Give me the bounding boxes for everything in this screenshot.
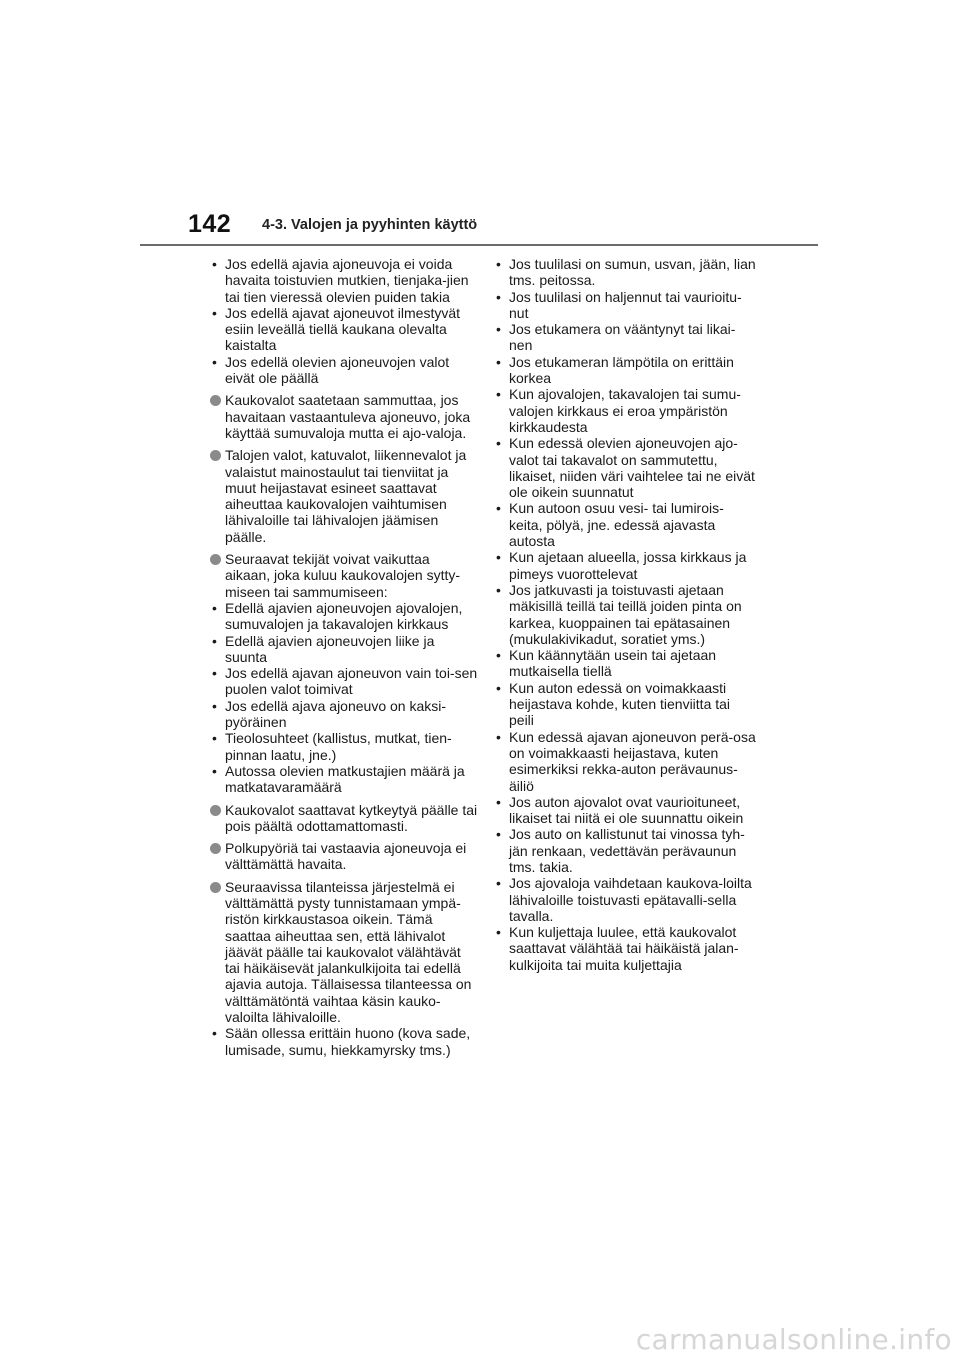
bullet-dot-icon [210,843,221,854]
list-item: • Edellä ajavien ajoneuvojen liike ja suunta [210,633,478,666]
paragraph-text: Polkupyöriä tai vastaavia ajoneuvoja ei välttämättä havaita. [225,840,467,873]
bullet-dot-icon [210,805,221,816]
paragraph-text: Kaukovalot saatetaan sammuttaa, jos havaitaan vastaantuleva ajoneuvo, joka käyttää sumuvaloja mutta ei ajo-valoja. [225,392,471,441]
paragraph-reflective-objects [210,447,478,545]
list-item: • Kun ajetaan alueella, jossa kirkkaus ja pimeys vuorottelevat [494,549,756,582]
list-item: • Jos edellä olevien ajoneuvojen valot eivät ole päällä [210,354,478,387]
paragraph-text: Seuraavissa tilanteissa järjestelmä ei välttämättä pysty tunnistamaan ympä-ristön kirkkaustasoa oikein. Tämä saattaa aiheuttaa sen, että lähivalot jäävät päälle tai kaukovalot välähtävät tai häikäisevät jalankulkijoita tai edellä ajavia autoja. Tällaisessa tilanteessa on välttämätöntä vaihtaa käsin kauko-valoilta lähivaloille. [225,878,472,1026]
intro-bullet-list [210,256,478,386]
paragraph-high-beam-fog-lights [210,392,478,441]
page-number: 142 [188,210,232,238]
header-divider [140,244,818,246]
list-item: • Jos edellä ajavan ajoneuvon vain toi-sen puolen valot toimivat [210,665,478,698]
list-item: • Jos etukamera on vääntynyt tai likai-nen [494,321,756,354]
list-item: • Jos edellä ajavat ajoneuvot ilmestyvät esiin leveällä tiellä kaukana olevalta kaistalta [210,305,478,354]
timing-factors-list [210,600,478,796]
list-item: • Jos jatkuvasti ja toistuvasti ajetaan mäkisillä teillä tai teillä joiden pinta on karkea, kuoppainen tai epätasainen (mukulakivikadut, soratiet yms.) [494,582,756,647]
site-watermark: carmanualsonline.info [635,1323,952,1356]
list-item: • Kun kuljettaja luulee, että kaukovalot saattavat välähtää tai häikäistä jalan-kulkijoita tai muita kuljettajia [494,924,756,973]
list-item: • Jos edellä ajavia ajoneuvoja ei voida havaita toistuvien mutkien, tienjaka-jien tai tien vieressä olevien puiden takia [210,256,478,305]
bullet-dot-icon [210,554,221,565]
list-item: • Jos auton ajovalot ovat vaurioituneet, likaiset tai niitä ei ole suunnattu oikein [494,794,756,827]
left-column [210,256,478,1058]
paragraph-timing-factors [210,551,478,600]
list-item: • Jos etukameran lämpötila on erittäin korkea [494,354,756,387]
list-item: • Jos auto on kallistunut tai vinossa tyh-jän renkaan, vedettävän perävaunun tms. takia. [494,826,756,875]
bullet-dot-icon [210,395,221,406]
brightness-conditions-list [210,1025,478,1058]
list-item: • Kun edessä ajavan ajoneuvon perä-osa on voimakkaasti heijastava, kuten esimerkiksi rekka-auton perävaunus-äiliö [494,729,756,794]
paragraph-bicycles [210,840,478,873]
list-item: • Autossa olevien matkustajien määrä ja matkatavaramäärä [210,763,478,796]
list-item: • Jos tuulilasi on haljennut tai vaurioitu-nut [494,289,756,322]
paragraph-brightness-detection [210,879,478,1026]
bullet-dot-icon [210,882,221,893]
right-column [494,256,756,973]
paragraph-text: Seuraavat tekijät voivat vaikuttaa aikaan, joka kuluu kaukovalojen sytty-miseen tai sammumiseen: [225,551,461,600]
paragraph-text: Kaukovalot saattavat kytkeytyä päälle tai pois päältä odottamattomasti. [225,801,478,834]
list-item: • Kun auton edessä on voimakkaasti heijastava kohde, kuten tienviitta tai peili [494,680,756,729]
list-item: • Tieolosuhteet (kallistus, mutkat, tien-pinnan laatu, jne.) [210,730,478,763]
list-item: • Kun edessä olevien ajoneuvojen ajo-valot tai takavalot on sammutettu, likaiset, niiden väri vaihtelee tai ne eivät ole oikein suunnatut [494,435,756,500]
list-item: • Kun käännytään usein tai ajetaan mutkaisella tiellä [494,647,756,680]
list-item: • Jos ajovaloja vaihdetaan kaukova-loilta lähivaloille toistuvasti epätavalli-sella tavalla. [494,875,756,924]
list-item: • Sään ollessa erittäin huono (kova sade, lumisade, sumu, hiekkamyrsky tms.) [210,1025,478,1058]
paragraph-unexpected-switching [210,802,478,835]
paragraph-text: Talojen valot, katuvalot, liikennevalot ja valaistut mainostaulut tai tienviitat ja muut heijastavat esineet saattavat aiheuttaa kaukovalojen vaihtumisen lähivaloille tai lähivalojen jäämisen päälle. [225,447,467,545]
section-title: 4-3. Valojen ja pyyhinten käyttö [262,217,478,233]
conditions-bullet-list [494,256,756,973]
list-item: • Edellä ajavien ajoneuvojen ajovalojen, sumuvalojen ja takavalojen kirkkaus [210,600,478,633]
list-item: • Jos tuulilasi on sumun, usvan, jään, lian tms. peitossa. [494,256,756,289]
list-item: • Jos edellä ajava ajoneuvo on kaksi-pyöräinen [210,698,478,731]
list-item: • Kun autoon osuu vesi- tai lumirois-keita, pölyä, jne. edessä ajavasta autosta [494,500,756,549]
bullet-dot-icon [210,450,221,461]
list-item: • Kun ajovalojen, takavalojen tai sumu-valojen kirkkaus ei eroa ympäristön kirkkaudesta [494,386,756,435]
